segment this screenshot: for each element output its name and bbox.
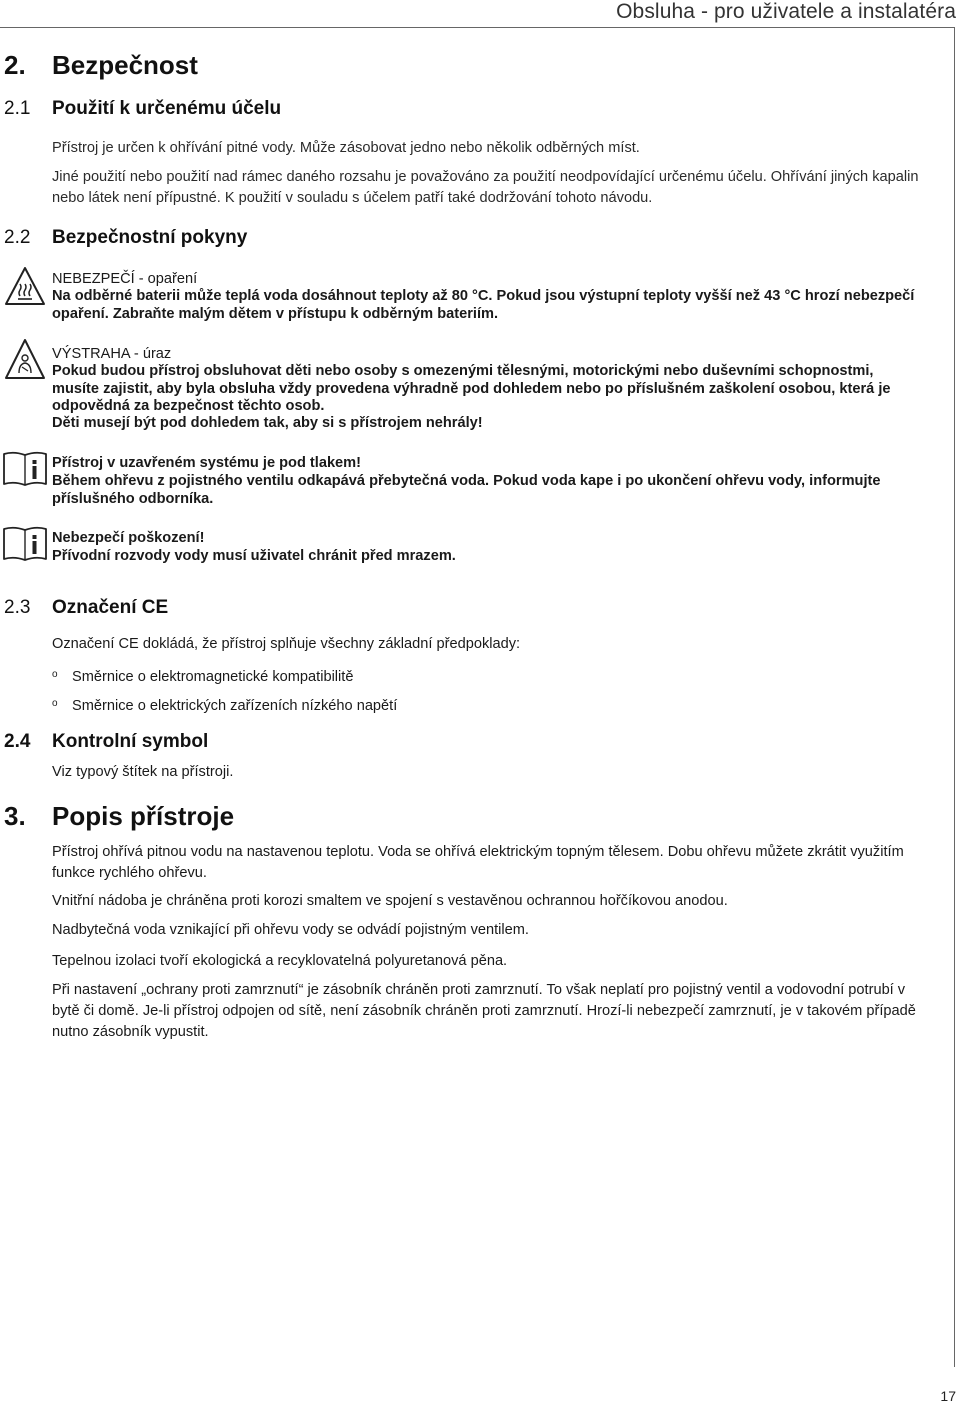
hot-surface-warning-icon: [4, 266, 46, 306]
section-3-paragraph: Přístroj ohřívá pitnou vodu na nastavenou teplotu. Voda se ohřívá elektrickým topným tělesem. Dobu ohřevu můžete zkrátit využitím funkce rychlého ohřevu.: [52, 844, 904, 881]
section-2-title: Bezpečnost: [52, 50, 198, 80]
section-2-3-title: Označení CE: [52, 597, 169, 618]
section-3-paragraph: Vnitřní nádoba je chráněna proti korozi smaltem ve spojení s vestavěnou ochrannou hořčíkovou anodou.: [52, 893, 728, 909]
section-2-3-number: 2.3: [4, 597, 31, 618]
section-2-2-title: Bezpečnostní pokyny: [52, 227, 248, 248]
info-damage-text: Přívodní rozvody vody musí uživatel chránit před mrazem.: [52, 548, 456, 564]
section-2-1-paragraph-2: Jiné použití nebo použití nad rámec daného rozsahu je považováno za použití neodpovídající určenému účelu. Ohřívání jiných kapalin nebo látek není přípustné. K použití v souladu s účelem patří také dodržování tohoto návodu.: [52, 169, 919, 206]
list-item: [52, 693, 397, 717]
section-3-paragraph: Nadbytečná voda vznikající při ohřevu vody se odvádí pojistným ventilem.: [52, 922, 529, 938]
section-2-1-title: Použití k určenému účelu: [52, 98, 282, 119]
bullet-mark: o: [52, 698, 58, 709]
section-2-4-number: 2.4: [4, 731, 31, 752]
section-2-number: 2.: [4, 50, 26, 80]
header-title: Obsluha - pro uživatele a instalatéra: [616, 0, 956, 23]
warning-text-children: Děti musejí být pod dohledem tak, aby si s přístrojem nehrály!: [52, 415, 483, 431]
section-2-1-heading: [4, 98, 281, 120]
section-2-4-text: Viz typový štítek na přístroji.: [52, 764, 234, 780]
section-2-1-paragraph-1: Přístroj je určen k ohřívání pitné vody. Může zásobovat jedno nebo několik odběrných míst.: [52, 140, 640, 156]
danger-text: Na odběrné baterii může teplá voda dosáhnout teploty až 80 °C. Pokud jsou výstupní teploty vyšší než 43 °C hrozí nebezpečí opaření. Zabraňte malým dětem v přístupu k odběrným bateriím.: [52, 288, 915, 322]
section-2-3-intro: Označení CE dokládá, že přístroj splňuje všechny základní předpoklady:: [52, 636, 521, 652]
section-3-heading: [4, 801, 234, 832]
section-3-title: Popis přístroje: [52, 801, 235, 831]
manual-info-icon: [2, 450, 48, 488]
info-pressure-heading: Přístroj v uzavřeném systému je pod tlakem!: [52, 455, 362, 471]
page-number: 17: [940, 1388, 956, 1404]
danger-heading: NEBEZPEČÍ - opaření: [52, 271, 198, 287]
section-2-1-number: 2.1: [4, 98, 31, 119]
list-item-text: Směrnice o elektromagnetické kompatibilitě: [72, 669, 354, 685]
section-3-paragraph: Při nastavení „ochrany proti zamrznutí“ je zásobník chráněn proti zamrznutí. To však neplatí pro pojistný ventil a vodovodní potrubí v bytě či domě. Je-li přístroj odpojen od sítě, není zásobník chráněn proti zamrznutí. Hrozí-li nebezpečí zamrznutí, je v takovém případě nutno zásobník vypustit.: [52, 982, 916, 1040]
section-2-2-heading: [4, 227, 247, 249]
list-item-text: Směrnice o elektrických zařízeních nízkého napětí: [72, 698, 398, 714]
section-2-4-heading: [4, 731, 208, 753]
info-damage-heading: Nebezpečí poškození!: [52, 530, 205, 546]
header-rule: [0, 27, 954, 28]
section-2-2-number: 2.2: [4, 227, 31, 248]
warning-heading: VÝSTRAHA - úraz: [52, 346, 172, 362]
page-border: [954, 27, 955, 1367]
injury-warning-icon: [4, 338, 46, 380]
section-2-3-heading: [4, 597, 168, 619]
section-2-4-title: Kontrolní symbol: [52, 731, 209, 752]
manual-info-icon: [2, 525, 48, 563]
section-3-number: 3.: [4, 801, 26, 831]
info-pressure-text: Během ohřevu z pojistného ventilu odkapává přebytečná voda. Pokud voda kape i po ukončení ohřevu vody, informujte příslušného odborníka.: [52, 473, 881, 507]
list-item: [52, 664, 353, 688]
warning-text: Pokud budou přístroj obsluhovat děti nebo osoby s omezenými tělesnými, motorickými nebo duševními schopnostmi, musíte zajistit, aby byla obsluha vždy provedena výhradně pod dohledem nebo po příslušném zaškolení osobou, která je odpovědná za bezpečnost těchto osob.: [52, 363, 891, 414]
section-3-paragraph: Tepelnou izolaci tvoří ekologická a recyklovatelná polyuretanová pěna.: [52, 953, 508, 969]
bullet-mark: o: [52, 669, 58, 680]
section-2-heading: [4, 50, 198, 81]
